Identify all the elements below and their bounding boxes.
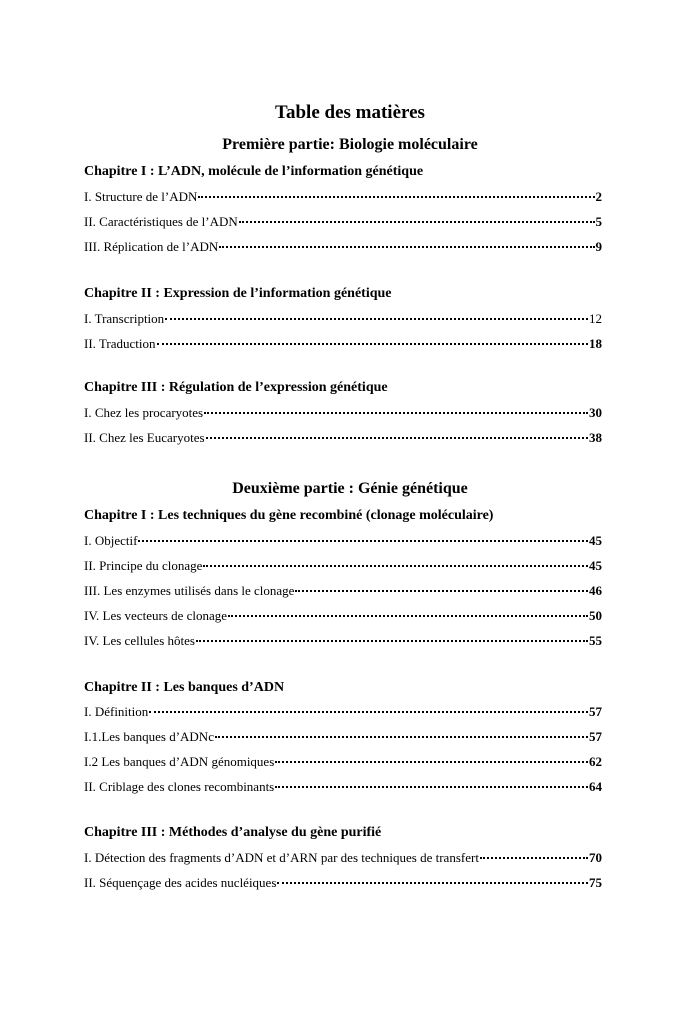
dot-leader (480, 853, 588, 859)
chapter-title: Chapitre I : Les techniques du gène recombiné (clonage moléculaire) (84, 508, 494, 523)
entry-page-number: 45 (589, 533, 602, 548)
dot-leader (196, 636, 588, 642)
entry-label: I. Définition (84, 704, 149, 719)
toc-entry[interactable] (84, 633, 602, 651)
dot-leader (204, 408, 588, 414)
entry-label: I. Objectif (84, 533, 138, 548)
entry-label: I.1.Les banques d’ADNc (84, 729, 214, 744)
toc-entry[interactable] (84, 214, 602, 232)
entry-page-number: 50 (589, 608, 602, 623)
toc-entry[interactable] (84, 754, 602, 772)
dot-leader (206, 433, 588, 439)
chapter-title: Chapitre I : L’ADN, molécule de l’information génétique (84, 164, 424, 179)
dot-leader (295, 586, 588, 592)
entry-label: I. Détection des fragments d’ADN et d’ARN par des techniques de transfert (84, 850, 479, 865)
entry-label: II. Séquençage des acides nucléiques (84, 875, 277, 890)
chapter-title: Chapitre III : Régulation de l’expression génétique (84, 380, 388, 395)
entry-label: II. Chez les Eucaryotes (84, 430, 205, 445)
entry-page-number: 62 (589, 754, 602, 769)
toc-entry[interactable] (84, 704, 602, 722)
dot-leader (165, 314, 588, 320)
entry-label: II. Criblage des clones recombinants (84, 779, 275, 794)
dot-leader (275, 782, 588, 788)
entry-label: I. Structure de l’ADN (84, 189, 198, 204)
toc-entry[interactable] (84, 430, 602, 448)
toc-entry[interactable] (84, 189, 602, 207)
part-title: Première partie: Biologie moléculaire (222, 136, 478, 153)
entry-label: I.2 Les banques d’ADN génomiques (84, 754, 275, 769)
entry-page-number: 57 (589, 729, 602, 744)
toc-entry[interactable] (84, 533, 602, 551)
toc-entry[interactable] (84, 583, 602, 601)
dot-leader (157, 339, 589, 345)
entry-page-number: 38 (589, 430, 602, 445)
entry-page-number: 5 (595, 214, 602, 229)
toc-entry[interactable] (84, 558, 602, 576)
entry-page-number: 64 (589, 779, 602, 794)
dot-leader (203, 561, 588, 567)
entry-page-number: 75 (589, 875, 602, 890)
dot-leader (149, 707, 588, 713)
chapter-title: Chapitre II : Expression de l’information génétique (84, 286, 392, 301)
chapter-title: Chapitre III : Méthodes d’analyse du gène purifié (84, 825, 382, 840)
toc-entry[interactable] (84, 311, 602, 329)
entry-page-number: 55 (589, 633, 602, 648)
toc-entry[interactable] (84, 779, 602, 797)
entry-page-number: 70 (589, 850, 602, 865)
entry-label: IV. Les vecteurs de clonage (84, 608, 228, 623)
dot-leader (138, 536, 588, 542)
entry-label: II. Principe du clonage (84, 558, 203, 573)
entry-label: III. Réplication de l’ADN (84, 239, 219, 254)
toc-entry[interactable] (84, 405, 602, 423)
entry-page-number: 46 (589, 583, 602, 598)
toc-entry[interactable] (84, 336, 602, 354)
entry-page-number: 2 (595, 189, 602, 204)
entry-page-number: 30 (589, 405, 602, 420)
entry-label: IV. Les cellules hôtes (84, 633, 195, 648)
entry-label: III. Les enzymes utilisés dans le clonage (84, 583, 295, 598)
toc-entry[interactable] (84, 850, 602, 868)
dot-leader (219, 242, 594, 248)
entry-page-number: 45 (589, 558, 602, 573)
toc-entry[interactable] (84, 608, 602, 626)
entry-label: I. Transcription (84, 311, 165, 326)
part-title: Deuxième partie : Génie génétique (232, 480, 468, 497)
dot-leader (277, 878, 588, 884)
entry-label: II. Traduction (84, 336, 156, 351)
entry-label: II. Caractéristiques de l’ADN (84, 214, 238, 229)
dot-leader (239, 217, 595, 223)
toc-entry[interactable] (84, 875, 602, 893)
dot-leader (215, 732, 588, 738)
page-title: Table des matières (275, 102, 425, 123)
dot-leader (228, 611, 588, 617)
entry-label: I. Chez les procaryotes (84, 405, 204, 420)
toc-entry[interactable] (84, 729, 602, 747)
dot-leader (198, 192, 594, 198)
dot-leader (275, 757, 588, 763)
toc-entry[interactable] (84, 239, 602, 257)
chapter-title: Chapitre II : Les banques d’ADN (84, 680, 285, 695)
entry-page-number: 57 (589, 704, 602, 719)
entry-page-number: 18 (589, 336, 602, 351)
entry-page-number: 9 (595, 239, 602, 254)
entry-page-number: 12 (589, 311, 602, 326)
